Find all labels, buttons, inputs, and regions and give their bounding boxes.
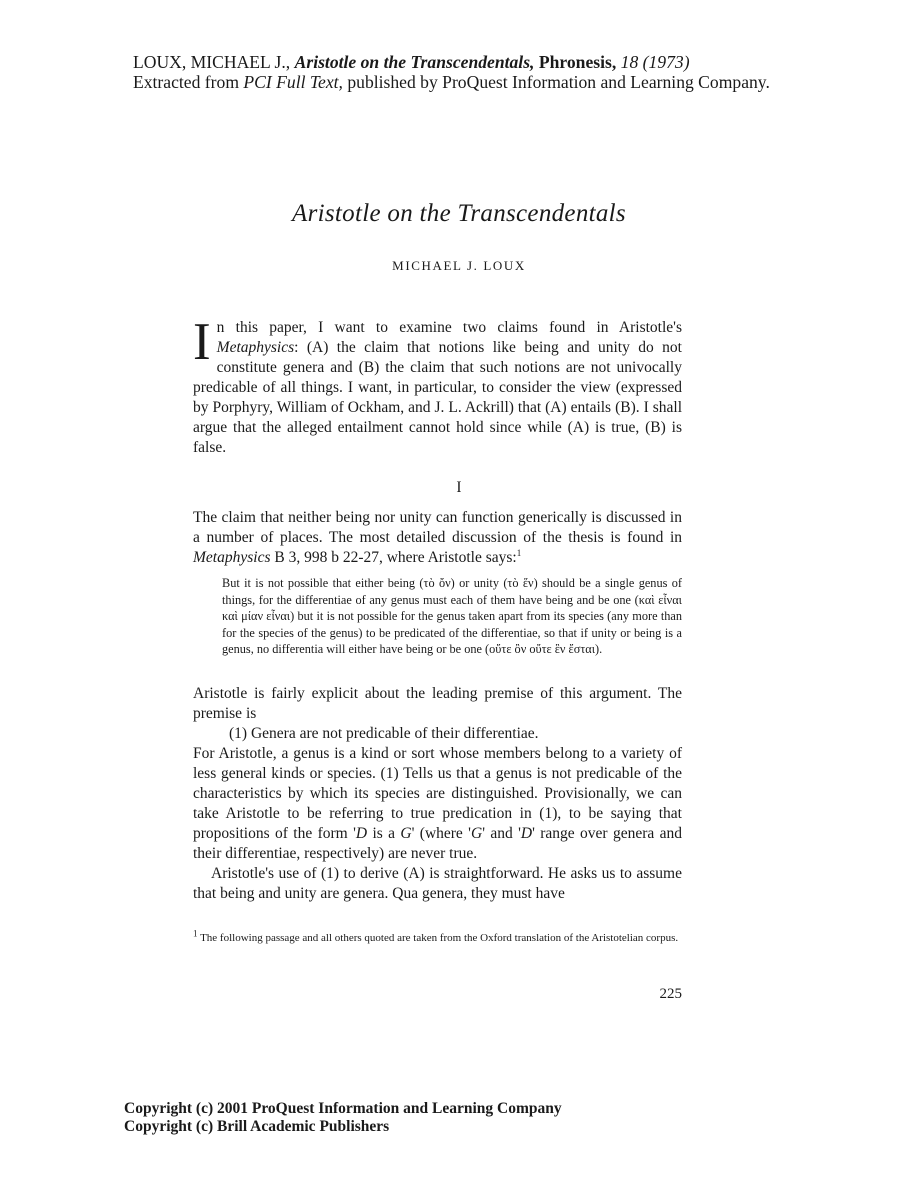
drop-cap: I (193, 313, 211, 371)
section-paragraph-2 (193, 684, 682, 904)
citation-journal: Phronesis, (538, 52, 617, 72)
footnote-ref[interactable]: 1 (516, 547, 522, 558)
citation-work: Aristotle on the Transcendentals, (294, 52, 535, 72)
para2-line1: Aristotle is fairly explicit about the leading premise of this argument. The premise is (193, 685, 682, 722)
footnote-text: The following passage and all others quoted are taken from the Oxford translation of the Aristotelian corpus. (200, 932, 679, 944)
citation-volume: 18 (1973) (620, 52, 690, 72)
premise-1: (1) Genera are not predicable of their differentiae. (229, 725, 539, 742)
block-quote: But it is not possible that either being (τὸ ὄν) or unity (τὸ ἕν) should be a single genus of things, for the differentiae of any genus must each of them have being and be one (καὶ εἶναι καὶ μίαν εἶναι) but it is not possible for the genus taken apart from its species (any more than for the species of the genus) to be predicated of the differentiae, so that if unity or being is a genus, no differentia will either have being or be one (οὔτε ὂν οὔτε ἓν ἔσται). (222, 576, 682, 656)
intro-text-a: n this paper, I want to examine two claims found in Aristotle's (216, 319, 682, 336)
var-d-2: D (520, 825, 533, 842)
para2-text-d: ' range over genera and their differentiae, respectively) are never true. (193, 825, 682, 862)
citation-header (133, 52, 770, 92)
var-g-2: G (470, 825, 483, 842)
citation-line-2 (133, 72, 770, 92)
footnote (193, 930, 682, 946)
para3: Aristotle's use of (1) to derive (A) is straightforward. He asks us to assume that being and unity are genera. Qua genera, they must have (193, 865, 682, 902)
article-title: Aristotle on the Transcendentals (292, 200, 626, 227)
copyright-line-1: Copyright (c) 2001 ProQuest Information and Learning Company (124, 1100, 562, 1117)
para2-text-c: ' and ' (482, 825, 521, 842)
section-number: I (456, 479, 462, 496)
intro-paragraph (193, 313, 682, 458)
para1-text-b: B 3, 998 b 22-27, where Aristotle says: (274, 549, 517, 566)
para2-text-a: For Aristotle, a genus is a kind or sort whose members belong to a variety of less general kinds or species. (1) Tells us that a genus is not predicable of the characteristics by which its species are distinguished. Provisionally, we can take Aristotle to be referring to true predication in (1), to be saying that propositions of the form ' (193, 745, 682, 842)
intro-text-b: : (A) the claim that notions like being and unity do not constitute genera and (B) the claim that such notions are not univocally predicable of all things. I want, in particular, to consider the view (expressed by Porphyry, William of Ockham, and J. L. Ackrill) that (A) entails (B). I shall argue that the alleged entailment cannot hold since while (A) is true, (B) is false. (193, 339, 682, 456)
para1-text-a: The claim that neither being nor unity can function generically is discussed in a number of places. The most detailed discussion of the thesis is found in (193, 509, 682, 546)
para2-body (193, 744, 682, 864)
citation-author: LOUX, MICHAEL J., (133, 52, 291, 72)
para1-ref-work: Metaphysics (193, 549, 271, 566)
var-g: G (400, 825, 412, 842)
copyright-line-2: Copyright (c) Brill Academic Publishers (124, 1118, 390, 1135)
para2-is: is a (367, 825, 401, 842)
citation-source: PCI Full Text, (243, 72, 343, 92)
page-number: 225 (659, 986, 682, 1002)
extract-prefix: Extracted from (133, 72, 240, 92)
citation-publisher: published by ProQuest Information and Learning Company. (347, 72, 770, 92)
para2-text-b: ' (where ' (411, 825, 471, 842)
intro-metaphysics: Metaphysics (216, 339, 295, 356)
article-author: MICHAEL J. LOUX (392, 258, 526, 273)
footnote-mark: 1 (193, 928, 198, 939)
citation-line-1 (133, 52, 770, 72)
copyright-block (124, 1100, 562, 1136)
section-paragraph-1 (193, 508, 682, 568)
var-d: D (355, 825, 368, 842)
